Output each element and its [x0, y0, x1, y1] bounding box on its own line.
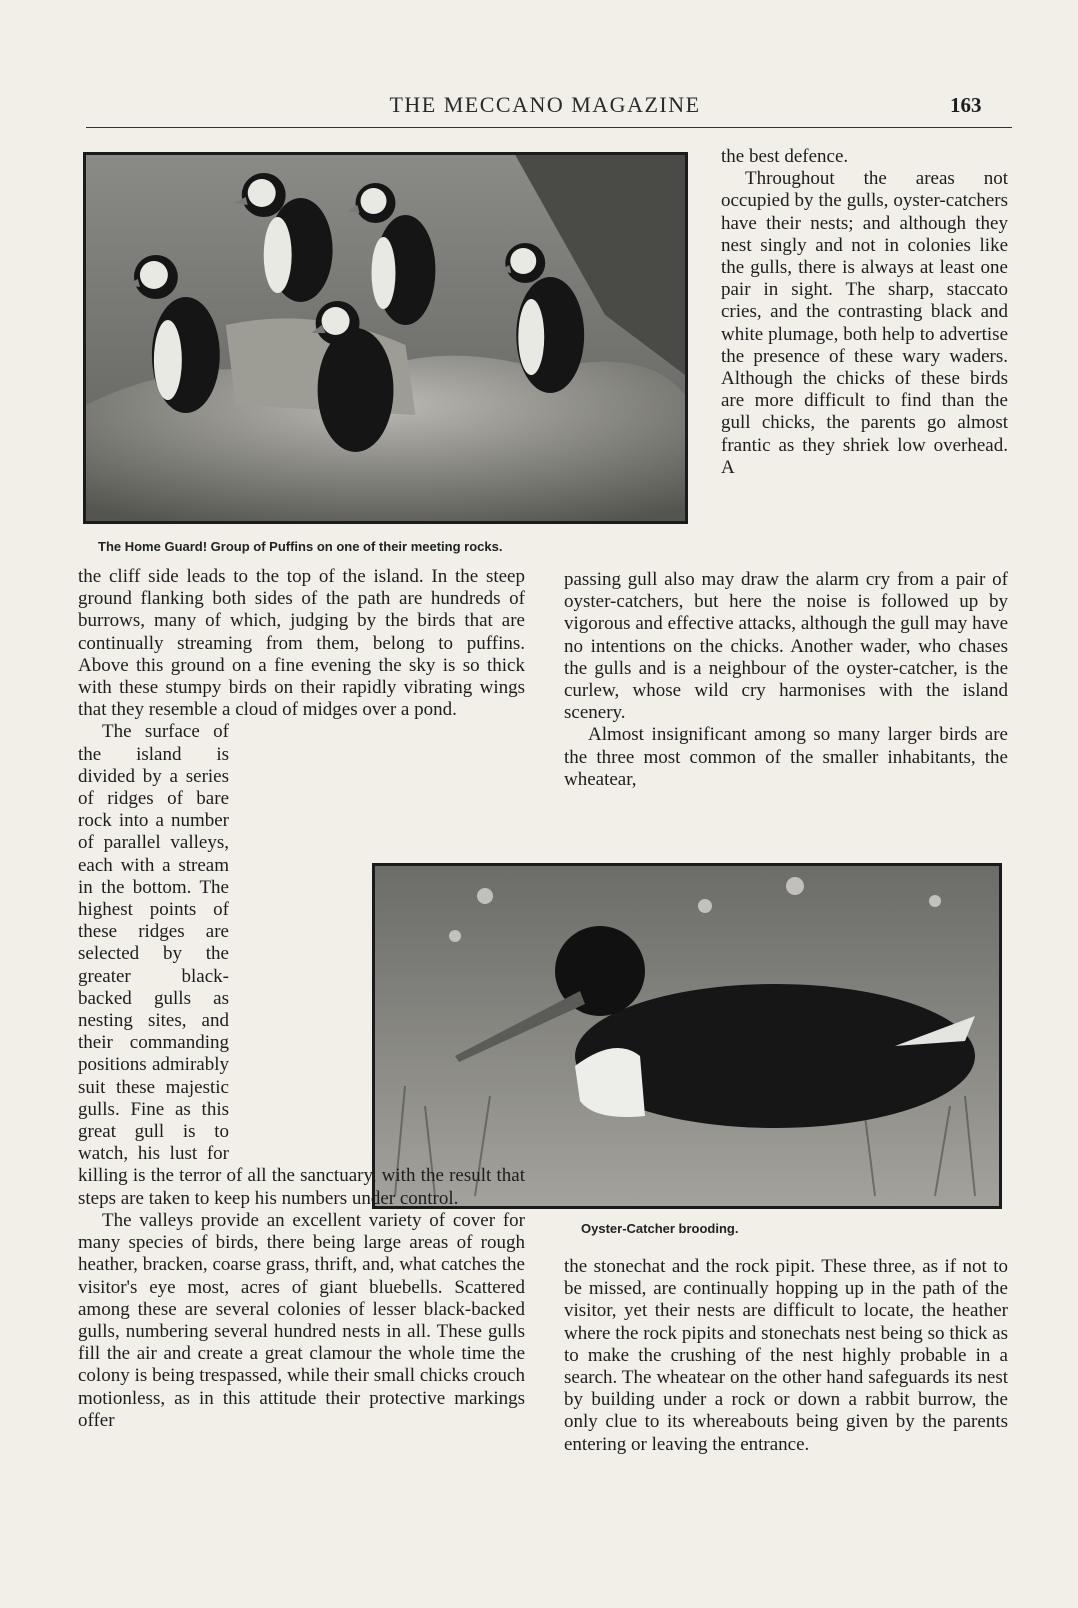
right-column-middle: [564, 569, 1008, 791]
left-column: [78, 566, 525, 1432]
paragraph-surface-of-island: The surface of the island is divided by a series of ridges of bare rock into a number of parallel valleys, each with a stream in the bottom. The highest points of these ridges are selected by the greater black-backed gulls as nesting sites, and their commanding positions admirably suit these majestic gulls. Fine as this great gull is to watch, his lust for killing is the terror of all the sanctuary, with the result that steps are taken to keep his numbers under control.: [78, 721, 525, 1209]
paragraph-cliff-side: the cliff side leads to the top of the island. In the steep ground flanking both sides of the path are hundreds of burrows, many of which, judging by the birds that are continually streaming from them, belong to puffins. Above this ground on a fine evening the sky is so thick with these stumpy birds on their rapidly vibrating wings that they resemble a cloud of midges over a pond.: [78, 566, 525, 721]
figure-wrap-space: [229, 765, 525, 1157]
header-rule: [86, 127, 1012, 128]
paragraph-best-defence: the best defence.: [721, 146, 849, 167]
right-column-bottom: [564, 1256, 1008, 1456]
right-column-top: [721, 146, 1008, 479]
paragraph-passing-gull: passing gull also may draw the alarm cry from a pair of oyster-catchers, but here the noise is followed up by vigorous and effective attacks, although the gull may have no intentions on the chicks. Another wader, who chases the gulls and is a neighbour of the oyster-catcher, is the curlew, whose wild cry harmonises with the island scenery.: [564, 569, 1008, 724]
paragraph-oyster-catchers: Throughout the areas not occupied by the gulls, oyster-catchers have their nests; and although they nest singly and not in colonies like the gulls, there is always at least one pair in sight. The sharp, staccato cries, and the contrasting black and white plumage, both help to advertise the presence of these wary waders. Although the chicks of these birds are more difficult to find than the gull chicks, the parents go almost frantic as they shriek low overhead. A: [721, 168, 1008, 478]
puffins-caption: The Home Guard! Group of Puffins on one of their meeting rocks.: [98, 539, 503, 554]
paragraph-valleys: The valleys provide an excellent variety of cover for many species of birds, there being large areas of rough heather, bracken, coarse grass, thrift, and, what catches the visitor's eye most, acres of giant bluebells. Scattered among these are several colonies of lesser black-backed gulls, numbering several hundred nests in all. These gulls fill the air and create a great clamour the whole time the colony is being trespassed, while their small chicks crouch motionless, as in this attitude their protective markings offer: [78, 1209, 525, 1431]
paragraph-stonechat: the stonechat and the rock pipit. These three, as if not to be missed, are continually hopping up in the path of the visitor, yet their nests are difficult to locate, the heather where the rock pipits and stonechats nest being so thick as to make the crushing of the nest highly probable in a search. The wheatear on the other hand safeguards its nest by building under a rock or down a rabbit burrow, the only clue to its whereabouts being given by the parents entering or leaving the entrance.: [564, 1256, 1008, 1455]
puffins-photo: [83, 152, 688, 524]
oystercatcher-caption: Oyster-Catcher brooding.: [581, 1221, 739, 1236]
paragraph-smaller-inhabitants: Almost insignificant among so many larger birds are the three most common of the smaller inhabitants, the wheatear,: [564, 724, 1008, 790]
magazine-title: THE MECCANO MAGAZINE: [389, 92, 701, 117]
page-number: 163: [950, 93, 982, 117]
